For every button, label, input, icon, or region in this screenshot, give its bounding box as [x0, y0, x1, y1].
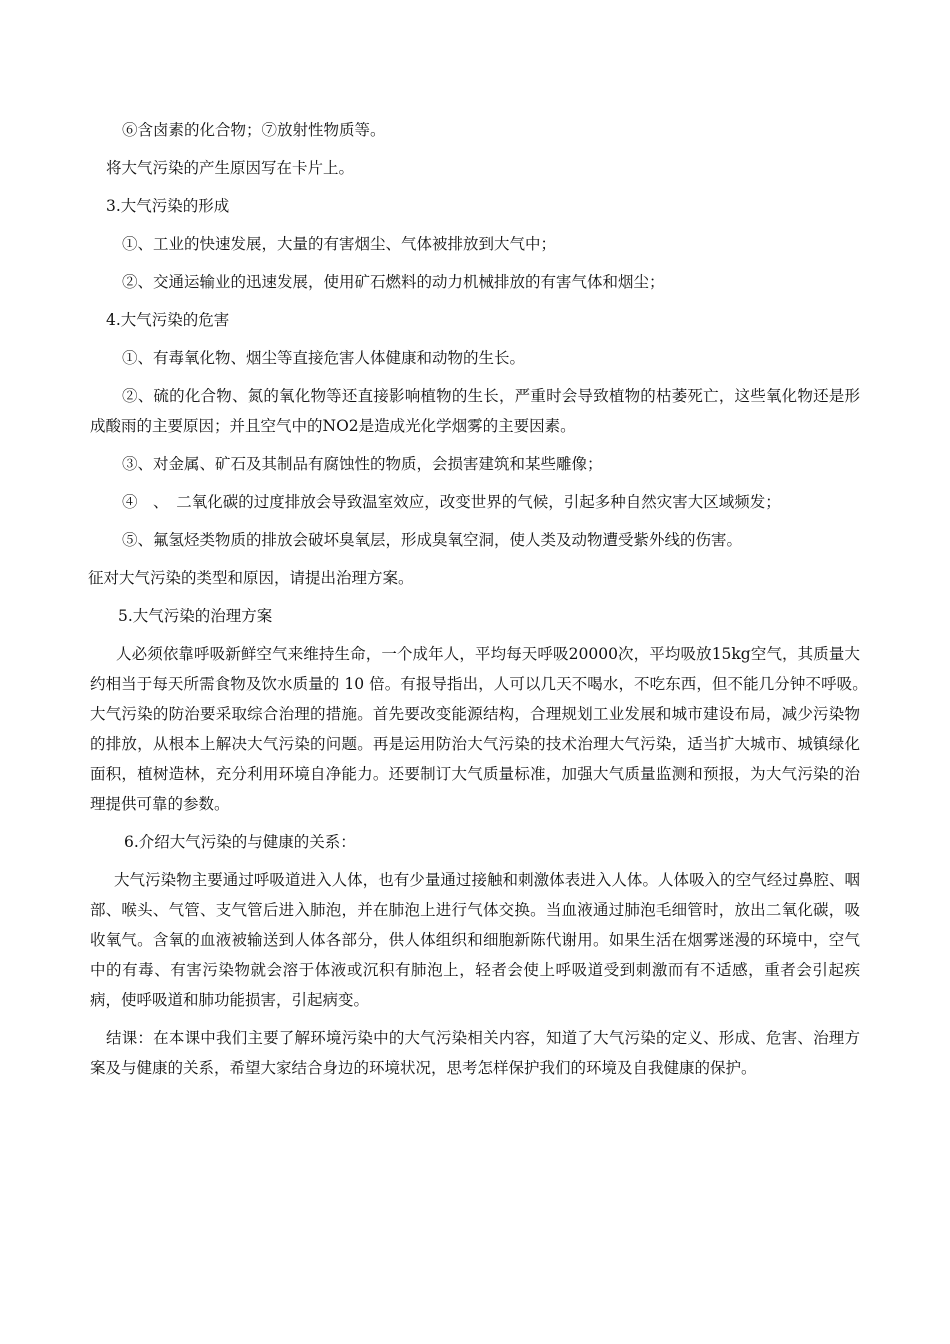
paragraph-hazard-sulfur: ②、硫的化合物、氮的氧化物等还直接影响植物的生长，严重时会导致植物的枯萎死亡，这些氧化物还是形成酸雨的主要原因；并且空气中的NO2是造成光化学烟雾的主要因素。	[90, 387, 860, 435]
paragraph-treatment-body: 人必须依靠呼吸新鲜空气来维持生命，一个成年人，平均每天呼吸20000次，平均吸放15kg空气，其质量大约相当于每天所需食物及饮水质量的 10 倍。有报导指出，人可以几天不喝水，不吃东西，但不能几分钟不呼吸。 大气污染的防治要采取综合治理的措施。首先要改变能源结构，合理规划工业发展和城市建设布局，减少污染物的排放，从根本上解决大气污染的问题。再是运用防治大气污染的技术治理大气污染，适当扩大城市、城镇绿化面积，植树造林，充分利用环境自净能力。还要制订大气质量标准，加强大气质量监测和预报，为大气污染的治理提供可靠的参数。	[90, 645, 876, 813]
heading-formation: 3.大气污染的形成	[106, 197, 230, 215]
paragraph-halogen-radioactive: ⑥含卤素的化合物；⑦放射性物质等。	[122, 121, 386, 139]
document-body	[88, 115, 876, 1083]
heading-health: 6.介绍大气污染的与健康的关系：	[124, 833, 356, 851]
paragraph-hazard-toxic: ①、有毒氧化物、烟尘等直接危害人体健康和动物的生长。	[122, 349, 526, 367]
paragraph-hazard-corrosion: ③、对金属、矿石及其制品有腐蚀性的物质，会损害建筑和某些雕像；	[122, 455, 603, 473]
paragraph-conclusion: 结课：在本课中我们主要了解环境污染中的大气污染相关内容，知道了大气污染的定义、形成、危害、治理方案及与健康的关系，希望大家结合身边的环境状况，思考怎样保护我们的环境及自我健康的保护。	[90, 1029, 860, 1077]
paragraph-hazard-ozone: ⑤、氟氢烃类物质的排放会破坏臭氧层，形成臭氧空洞，使人类及动物遭受紫外线的伤害。	[122, 531, 743, 549]
paragraph-formation-industry: ①、工业的快速发展，大量的有害烟尘、气体被排放到大气中；	[122, 235, 557, 253]
paragraph-treatment-prompt: 征对大气污染的类型和原因，请提出治理方案。	[88, 569, 414, 587]
heading-hazards: 4.大气污染的危害	[106, 311, 230, 329]
paragraph-card-instruction: 将大气污染的产生原因写在卡片上。	[106, 159, 355, 177]
paragraph-hazard-co2: ④ 、 二氧化碳的过度排放会导致温室效应，改变世界的气候，引起多种自然灾害大区域频发；	[122, 493, 781, 511]
paragraph-health-body: 大气污染物主要通过呼吸道进入人体，也有少量通过接触和刺激体表进入人体。人体吸入的空气经过鼻腔、咽部、喉头、气管、支气管后进入肺泡，并在肺泡上进行气体交换。当血液通过肺泡毛细管时，放出二氧化碳，吸收氧气。含氧的血液被输送到人体各部分，供人体组织和细胞新陈代谢用。如果生活在烟雾迷漫的环境中，空气中的有毒、有害污染物就会溶于体液或沉积有肺泡上，轻者会使上呼吸道受到刺激而有不适感，重者会引起疾病，使呼吸道和肺功能损害，引起病变。	[90, 871, 860, 1009]
paragraph-formation-transport: ②、交通运输业的迅速发展，使用矿石燃料的动力机械排放的有害气体和烟尘；	[122, 273, 665, 291]
heading-treatment: 5.大气污染的治理方案	[118, 607, 273, 625]
